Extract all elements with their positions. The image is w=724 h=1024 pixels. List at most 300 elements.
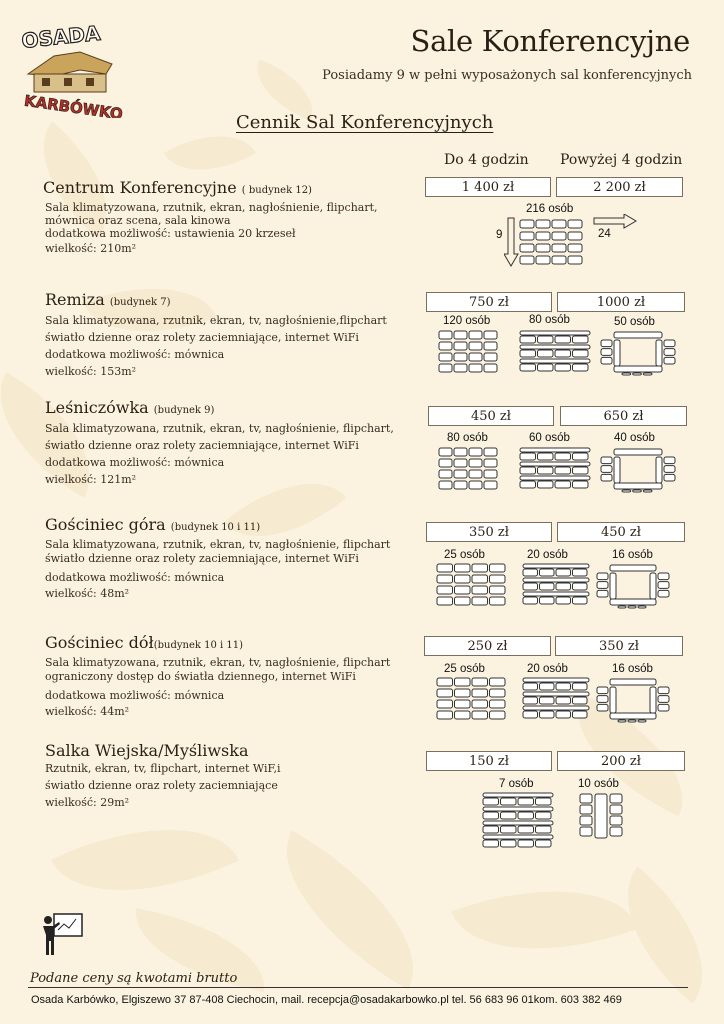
chair-icon: [437, 689, 453, 697]
chair-icon: [437, 597, 453, 605]
room-desc-line: wielkość: 121m²: [45, 473, 137, 486]
chair-icon: [490, 689, 506, 697]
chair-icon: [601, 466, 612, 473]
chair-icon: [601, 340, 612, 347]
seating-layout-theatre: [436, 677, 506, 723]
chair-icon: [658, 582, 669, 589]
chair-icon: [633, 490, 642, 492]
chair-icon: [614, 457, 620, 483]
chair-icon: [454, 459, 467, 467]
chair-icon: [614, 332, 662, 338]
chair-icon: [573, 697, 588, 704]
chair-icon: [454, 481, 467, 489]
chair-icon: [455, 564, 471, 572]
house-logo-icon: [20, 22, 124, 118]
seating-layout-theatre: [438, 447, 498, 493]
chair-icon: [518, 840, 534, 847]
chair-icon: [597, 687, 608, 694]
chair-icon: [490, 564, 506, 572]
chair-icon: [536, 798, 552, 805]
capacity-label: 7 osób: [499, 778, 534, 790]
chair-icon: [614, 366, 662, 372]
chair-icon: [472, 700, 488, 708]
chair-icon: [439, 331, 452, 339]
chair-icon: [520, 345, 590, 349]
chair-icon: [538, 364, 554, 371]
chair-icon: [573, 711, 588, 718]
seating-layout-ushape: [600, 447, 676, 493]
chair-icon: [664, 457, 675, 464]
room-desc-line: wielkość: 210m²: [45, 242, 137, 255]
chair-icon: [638, 720, 646, 722]
chair-icon: [601, 474, 612, 481]
chair-icon: [610, 827, 622, 836]
room-name: Leśniczówka: [45, 398, 149, 417]
room-desc-line: Sala klimatyzowana, rzutnik, ekran, tv, nagłośnienie, flipchart,: [45, 422, 394, 435]
chair-icon: [518, 826, 534, 833]
room-building: (budynek 10 i 11): [170, 522, 261, 533]
chair-icon: [540, 569, 555, 576]
seating-layout-theatre: [436, 563, 506, 609]
price-short: 1 400 zł: [425, 177, 551, 197]
chair-icon: [650, 687, 656, 713]
chair-icon: [580, 827, 592, 836]
seating-layout-classroom: [519, 447, 591, 493]
chair-icon: [472, 678, 488, 686]
chair-icon: [484, 459, 497, 467]
chair-icon: [555, 453, 571, 460]
chair-icon: [501, 798, 517, 805]
svg-text:OSADA: OSADA: [20, 22, 102, 53]
chair-icon: [439, 481, 452, 489]
chair-icon: [597, 696, 608, 703]
chair-icon: [455, 678, 471, 686]
chair-icon: [454, 448, 467, 456]
room-gosciniec-gora: [45, 515, 405, 602]
chair-icon: [455, 700, 471, 708]
price-list-heading: Cennik Sal Konferencyjnych: [236, 112, 494, 133]
room-remiza: [45, 290, 405, 380]
chair-icon: [597, 590, 608, 597]
room-desc-line: Sala klimatyzowana, rzutnik, ekran, tv, nagłośnienie, flipchart: [45, 656, 391, 669]
chair-icon: [601, 357, 612, 364]
chair-icon: [484, 353, 497, 361]
chair-icon: [469, 470, 482, 478]
chair-icon: [610, 679, 656, 685]
chair-icon: [573, 583, 588, 590]
chair-icon: [469, 448, 482, 456]
chair-icon: [610, 816, 622, 825]
chair-icon: [520, 220, 582, 264]
room-desc-line: dodatkowa możliwość: ustawienia 20 krzeseł: [45, 227, 296, 240]
chair-icon: [573, 467, 589, 474]
chair-icon: [664, 357, 675, 364]
capacity-label: 80 osób: [447, 432, 488, 444]
osada-karbowko-logo: [20, 22, 124, 118]
room-description: [45, 420, 405, 488]
room-building: (budynek 10 i 11): [153, 640, 243, 651]
chair-icon: [610, 805, 622, 814]
chair-icon: [628, 720, 636, 722]
room-desc-line: dodatkowa możliwość: mównica: [45, 348, 225, 361]
chair-icon: [597, 582, 608, 589]
page-subtitle: Posiadamy 9 w pełni wyposażonych sal konferencyjnych: [322, 68, 692, 83]
chair-icon: [628, 606, 636, 608]
capacity-label: 50 osób: [614, 316, 655, 328]
chair-icon: [540, 597, 555, 604]
chair-icon: [555, 350, 571, 357]
chair-icon: [538, 481, 554, 488]
chair-icon: [610, 794, 622, 803]
chair-icon: [490, 711, 506, 719]
room-description: [45, 312, 405, 380]
chair-icon: [580, 805, 592, 814]
chair-icon: [490, 700, 506, 708]
chair-icon: [439, 459, 452, 467]
chair-icon: [469, 364, 482, 372]
chair-icon: [538, 350, 554, 357]
room-desc-line: wielkość: 44m²: [45, 705, 130, 718]
chair-icon: [556, 711, 571, 718]
chair-icon: [523, 678, 589, 682]
seating-layout-classroom: [522, 563, 590, 609]
capacity-label: 24: [598, 228, 611, 240]
chair-icon: [538, 467, 554, 474]
chair-icon: [555, 481, 571, 488]
chair-icon: [523, 583, 538, 590]
chair-icon: [643, 373, 652, 375]
room-salka-wiejska: [45, 741, 405, 811]
chair-icon: [573, 336, 589, 343]
chair-icon: [573, 364, 589, 371]
chair-icon: [484, 470, 497, 478]
chair-icon: [610, 713, 656, 719]
capacity-label: 60 osób: [529, 432, 570, 444]
seating-layout-ushape: [596, 677, 670, 723]
chair-icon: [664, 474, 675, 481]
chair-icon: [523, 683, 538, 690]
room-description: [45, 655, 405, 720]
room-centrum-konferencyjne: [45, 178, 405, 256]
price-short: 350 zł: [426, 522, 552, 542]
svg-text:KARBÓWKO: KARBÓWKO: [23, 91, 124, 118]
capacity-label: 80 osób: [529, 314, 570, 326]
chair-icon: [439, 364, 452, 372]
chair-icon: [556, 683, 571, 690]
page-title: Sale Konferencyjne: [410, 24, 690, 58]
capacity-label: 40 osób: [614, 432, 655, 444]
room-desc-line: światło dzienne oraz rolety zaciemniające: [45, 779, 278, 792]
room-building: ( budynek 12): [241, 185, 312, 196]
chair-icon: [556, 697, 571, 704]
capacity-label: 20 osób: [527, 663, 568, 675]
chair-icon: [483, 798, 499, 805]
room-name: Gościniec dół: [45, 633, 154, 652]
seating-layout-theatre: [438, 330, 498, 376]
capacity-label: 10 osób: [578, 778, 619, 790]
room-gosciniec-dol: [45, 633, 405, 720]
chair-icon: [540, 711, 555, 718]
price-long: 450 zł: [557, 522, 685, 542]
chair-icon: [523, 711, 538, 718]
capacity-label: 120 osób: [443, 315, 491, 327]
room-desc-line: światło dzienne oraz rolety zaciemniające, internet WiFi: [45, 331, 359, 344]
footer-note: Podane ceny są kwotami brutto: [30, 971, 238, 986]
chair-icon: [523, 597, 538, 604]
price-short: 750 zł: [426, 292, 552, 312]
price-short: 250 zł: [424, 636, 551, 656]
chair-icon: [618, 606, 626, 608]
chair-icon: [472, 575, 488, 583]
seating-layout-boardroom: [578, 792, 624, 842]
seating-layout-classroom: [519, 330, 591, 376]
chair-icon: [520, 476, 590, 480]
chair-icon: [658, 704, 669, 711]
chair-icon: [437, 700, 453, 708]
chair-icon: [520, 462, 590, 466]
chair-icon: [501, 826, 517, 833]
chair-icon: [610, 687, 616, 713]
chair-icon: [439, 353, 452, 361]
room-building: (budynek 9): [153, 405, 215, 416]
chair-icon: [573, 569, 588, 576]
room-name: Gościniec góra: [45, 515, 166, 534]
room-desc-line: Rzutnik, ekran, tv, flipchart, internet WiF,i: [45, 762, 281, 775]
chair-icon: [523, 569, 538, 576]
chair-icon: [472, 597, 488, 605]
chair-icon: [454, 470, 467, 478]
chair-icon: [484, 364, 497, 372]
price-short: 150 zł: [426, 751, 552, 771]
chair-icon: [573, 597, 588, 604]
chair-icon: [520, 481, 536, 488]
chair-icon: [437, 586, 453, 594]
price-long: 650 zł: [560, 406, 687, 426]
chair-icon: [469, 331, 482, 339]
seating-layout-classroom: [482, 792, 554, 848]
room-desc-line: dodatkowa możliwość: mównica: [45, 571, 225, 584]
chair-icon: [437, 678, 453, 686]
chair-icon: [472, 711, 488, 719]
chair-icon: [643, 490, 652, 492]
column-header-short: Do 4 godzin: [444, 152, 529, 168]
chair-icon: [638, 606, 646, 608]
room-desc-line: Sala klimatyzowana, rzutnik, ekran, tv, nagłośnienie, flipchart: [45, 538, 391, 551]
chair-icon: [614, 449, 662, 455]
chair-icon: [523, 692, 589, 696]
chair-icon: [501, 812, 517, 819]
chair-icon: [455, 597, 471, 605]
chair-icon: [520, 359, 590, 363]
chair-icon: [523, 592, 589, 596]
room-desc-line: Sala klimatyzowana, rzutnik, ekran, nagłośnienie, flipchart,: [45, 201, 378, 214]
chair-icon: [437, 564, 453, 572]
chair-icon: [439, 448, 452, 456]
chair-icon: [484, 331, 497, 339]
chair-icon: [540, 697, 555, 704]
chair-icon: [580, 816, 592, 825]
chair-icon: [454, 331, 467, 339]
chair-icon: [469, 342, 482, 350]
chair-icon: [523, 564, 589, 568]
price-short: 450 zł: [428, 406, 554, 426]
chair-icon: [472, 689, 488, 697]
chair-icon: [658, 573, 669, 580]
chair-icon: [454, 342, 467, 350]
chair-icon: [540, 683, 555, 690]
chair-icon: [556, 597, 571, 604]
seating-layout-cinema: [504, 214, 644, 270]
chair-icon: [520, 448, 590, 452]
arrow-icon: [504, 218, 518, 266]
room-name: Centrum Konferencyjne: [43, 178, 237, 197]
chair-icon: [472, 564, 488, 572]
chair-icon: [618, 720, 626, 722]
chair-icon: [483, 807, 553, 811]
price-long: 350 zł: [555, 636, 683, 656]
chair-icon: [454, 353, 467, 361]
chair-icon: [454, 364, 467, 372]
room-desc-line: wielkość: 153m²: [45, 365, 137, 378]
seating-layout-classroom: [522, 677, 590, 723]
room-desc-line: światło dzienne oraz rolety zaciemniające, internet WiFi: [45, 439, 359, 452]
chair-icon: [483, 821, 553, 825]
chair-icon: [540, 583, 555, 590]
room-desc-line: wielkość: 48m²: [45, 587, 130, 600]
price-long: 2 200 zł: [556, 177, 683, 197]
leaf-decoration: [252, 830, 448, 989]
leaf-decoration: [451, 853, 638, 986]
chair-icon: [469, 481, 482, 489]
chair-icon: [483, 826, 499, 833]
chair-icon: [484, 481, 497, 489]
chair-icon: [633, 373, 642, 375]
chair-icon: [520, 336, 536, 343]
chair-icon: [597, 704, 608, 711]
capacity-label: 20 osób: [527, 549, 568, 561]
capacity-label: 16 osób: [612, 549, 653, 561]
room-desc-line: dodatkowa możliwość: mównica: [45, 689, 225, 702]
chair-icon: [455, 689, 471, 697]
chair-icon: [523, 578, 589, 582]
capacity-label: 16 osób: [612, 663, 653, 675]
chair-icon: [656, 340, 662, 366]
chair-icon: [610, 565, 656, 571]
seating-layout-ushape: [596, 563, 670, 609]
chair-icon: [483, 812, 499, 819]
chair-icon: [501, 840, 517, 847]
chair-icon: [573, 683, 588, 690]
chair-icon: [523, 706, 589, 710]
chair-icon: [556, 583, 571, 590]
chair-icon: [520, 331, 590, 335]
chair-icon: [490, 678, 506, 686]
room-name: Salka Wiejska/Myśliwska: [45, 741, 249, 760]
chair-icon: [483, 840, 499, 847]
chair-icon: [536, 840, 552, 847]
chair-icon: [455, 711, 471, 719]
chair-icon: [622, 490, 631, 492]
chair-icon: [536, 812, 552, 819]
chair-icon: [536, 826, 552, 833]
chair-icon: [520, 364, 536, 371]
chair-icon: [664, 349, 675, 356]
chair-icon: [555, 467, 571, 474]
chair-icon: [455, 575, 471, 583]
chair-icon: [437, 711, 453, 719]
room-building: (budynek 7): [109, 297, 171, 308]
chair-icon: [658, 696, 669, 703]
capacity-label: 25 osób: [444, 663, 485, 675]
room-desc-line: mównica oraz scena, sala kinowa: [45, 214, 231, 227]
capacity-label: 216 osób: [526, 203, 574, 215]
chair-icon: [601, 457, 612, 464]
room-desc-line: wielkość: 29m²: [45, 796, 130, 809]
chair-icon: [622, 373, 631, 375]
chair-icon: [455, 586, 471, 594]
room-lesniczowka: [45, 398, 405, 488]
chair-icon: [650, 573, 656, 599]
chair-icon: [597, 573, 608, 580]
presenter-icon: [40, 910, 84, 956]
chair-icon: [664, 340, 675, 347]
chair-icon: [472, 586, 488, 594]
footer-address: Osada Karbówko, Elgiszewo 37 87-408 Ciechocin, mail. recepcja@osadakarbowko.pl tel. 56 683 96 01kom. 603 382 469: [31, 994, 622, 1006]
chair-icon: [439, 470, 452, 478]
room-name: Remiza: [45, 290, 105, 309]
chair-icon: [658, 687, 669, 694]
chair-icon: [614, 483, 662, 489]
room-description: [45, 537, 405, 602]
room-desc-line: ograniczony dostęp do światła dziennego, internet WiFi: [45, 670, 356, 683]
room-desc-line: Sala klimatyzowana, rzutnik, ekran, tv, nagłośnienie,flipchart: [45, 314, 387, 327]
room-desc-line: dodatkowa możliwość: mównica: [45, 456, 225, 469]
chair-icon: [484, 448, 497, 456]
chair-icon: [490, 575, 506, 583]
price-long: 1000 zł: [557, 292, 685, 312]
capacity-label: 25 osób: [444, 549, 485, 561]
chair-icon: [580, 794, 592, 803]
chair-icon: [490, 586, 506, 594]
chair-icon: [520, 467, 536, 474]
room-description: [45, 760, 405, 811]
chair-icon: [573, 350, 589, 357]
chair-icon: [437, 575, 453, 583]
chair-icon: [610, 599, 656, 605]
chair-icon: [555, 336, 571, 343]
chair-icon: [614, 340, 620, 366]
chair-icon: [483, 835, 553, 839]
chair-icon: [469, 353, 482, 361]
chair-icon: [601, 349, 612, 356]
chair-icon: [518, 798, 534, 805]
price-long: 200 zł: [557, 751, 685, 771]
chair-icon: [658, 590, 669, 597]
chair-icon: [484, 342, 497, 350]
chair-icon: [555, 364, 571, 371]
room-desc-line: światło dzienne oraz rolety zaciemniające, internet WiFi: [45, 552, 359, 565]
room-description: [45, 200, 405, 256]
column-header-long: Powyżej 4 godzin: [560, 152, 683, 168]
chair-icon: [595, 794, 607, 838]
chair-icon: [538, 336, 554, 343]
seating-layout-ushape: [600, 330, 676, 376]
chair-icon: [523, 697, 538, 704]
chair-icon: [520, 350, 536, 357]
chair-icon: [490, 597, 506, 605]
chair-icon: [610, 573, 616, 599]
chair-icon: [439, 342, 452, 350]
